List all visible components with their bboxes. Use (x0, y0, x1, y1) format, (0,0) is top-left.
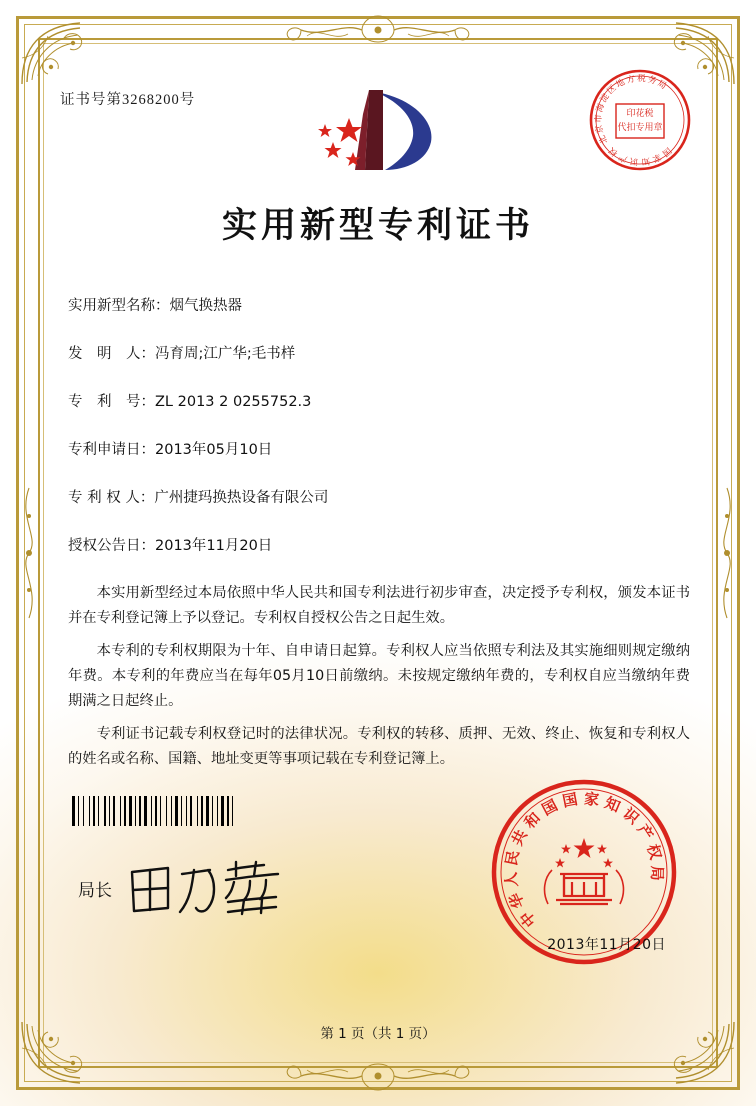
barcode-bar (153, 796, 154, 826)
barcode-bar (190, 796, 192, 826)
barcode-bar (166, 796, 167, 826)
barcode-bar (139, 796, 141, 826)
barcode-bar (155, 796, 157, 826)
svg-text:和: 和 (520, 808, 545, 833)
svg-text:民: 民 (502, 848, 523, 868)
legal-paragraph-3: 专利证书记载专利权登记时的法律状况。专利权的转移、质押、无效、终止、恢复和专利权人的姓名或名称、国籍、地址变更等事项记载在专利登记簿上。 (68, 726, 690, 767)
barcode-bar (96, 796, 97, 826)
barcode-bar (135, 796, 136, 826)
barcode-bar (181, 796, 182, 826)
barcode-bar (72, 796, 75, 826)
svg-text:国: 国 (560, 790, 580, 811)
field-value: ZL 2013 2 0255752.3 (155, 394, 312, 410)
bottom-center-flourish (253, 1058, 503, 1094)
barcode-bar (186, 796, 187, 826)
page-title: 实用新型专利证书 (221, 206, 534, 246)
field-label: 实用新型名称： (68, 298, 170, 314)
field-inventor (68, 342, 700, 363)
svg-text:中: 中 (516, 907, 540, 931)
barcode-bar (91, 796, 92, 826)
barcode-bar (210, 796, 211, 826)
barcode-bar (93, 796, 95, 826)
svg-text:代扣专用章: 代扣专用章 (617, 123, 663, 133)
barcode-bar (204, 796, 205, 826)
svg-text:国: 国 (538, 796, 561, 820)
svg-text:北: 北 (597, 133, 611, 146)
barcode-bar (137, 796, 138, 826)
barcode-bar (158, 796, 159, 826)
barcode-bar (80, 796, 82, 826)
barcode-bar (100, 796, 103, 826)
barcode-bar (144, 796, 147, 826)
svg-text:家: 家 (583, 789, 601, 810)
barcode-bar (232, 796, 233, 826)
svg-text:国: 国 (659, 144, 673, 158)
barcode-bar (188, 796, 189, 826)
field-label: 专 利 权 人： (68, 490, 155, 506)
barcode-bar (197, 796, 198, 826)
barcode-bar (142, 796, 143, 826)
barcode-bar (109, 796, 110, 826)
svg-text:市: 市 (593, 114, 605, 123)
field-value: 烟气换热器 (169, 298, 242, 314)
barcode-bar (217, 796, 218, 826)
barcode-bar (120, 796, 121, 826)
director-signature (124, 856, 294, 920)
sipo-logo (303, 84, 453, 180)
field-value: 2013年11月20日 (155, 538, 273, 554)
field-patent-number (68, 390, 700, 411)
field-list (68, 294, 700, 582)
barcode-bar (193, 796, 196, 826)
svg-text:识: 识 (629, 155, 640, 167)
svg-text:局: 局 (647, 865, 667, 881)
svg-text:务: 务 (646, 74, 658, 87)
top-center-flourish (253, 12, 503, 48)
svg-text:产: 产 (633, 821, 657, 844)
barcode-bar (124, 796, 126, 826)
field-patentee (68, 486, 700, 507)
field-label: 专 利 号： (68, 394, 155, 410)
stamp-duty-seal (586, 66, 694, 174)
svg-text:权: 权 (643, 842, 665, 862)
svg-text:淀: 淀 (598, 92, 612, 105)
legal-text (68, 581, 690, 780)
side-flourish-left (14, 478, 44, 628)
svg-text:区: 区 (605, 83, 619, 97)
barcode-bar (183, 796, 185, 826)
svg-text:共: 共 (508, 826, 532, 849)
barcode-bar (133, 796, 134, 826)
barcode-bar (168, 796, 170, 826)
barcode-bar (148, 796, 150, 826)
barcode-bar (89, 796, 90, 826)
barcode-bar (214, 796, 216, 826)
certificate-content (56, 56, 700, 1050)
barcode-bar (212, 796, 213, 826)
svg-text:华: 华 (505, 890, 529, 911)
barcode-bar (219, 796, 220, 826)
svg-text:税: 税 (637, 73, 646, 85)
svg-text:人: 人 (501, 871, 522, 889)
field-application-date (68, 438, 700, 459)
seal-date: 2013年11月20日 (547, 937, 666, 953)
barcode-bar (116, 796, 119, 826)
barcode-bar (199, 796, 200, 826)
legal-paragraph-1: 本实用新型经过本局依照中华人民共和国专利法进行初步审查，决定授予专利权，颁发本证书并在专利登记簿上予以登记。专利权自授权公告之日起生效。 (68, 585, 690, 626)
side-flourish-right (712, 478, 742, 628)
svg-text:识: 识 (619, 804, 643, 828)
svg-text:地: 地 (614, 77, 627, 91)
barcode-bar (104, 796, 106, 826)
field-value: 广州捷玛换热设备有限公司 (154, 490, 329, 506)
barcode-bar (225, 796, 226, 826)
barcode-bar (171, 796, 172, 826)
field-grant-announcement-date (68, 534, 700, 555)
barcode-bar (127, 796, 128, 826)
barcode-bar (201, 796, 203, 826)
field-label: 授权公告日： (68, 538, 155, 554)
page-footer: 第 1 页（共 1 页） (320, 1026, 436, 1042)
svg-text:海: 海 (594, 102, 607, 114)
barcode-bar (179, 796, 180, 826)
barcode-bar (234, 796, 236, 826)
field-utility-model-name (68, 294, 700, 315)
svg-text:方: 方 (625, 74, 637, 86)
field-label: 发 明 人： (68, 346, 155, 362)
signature-row (78, 856, 294, 920)
field-value: 2013年05月10日 (155, 442, 273, 458)
patent-barcode (72, 796, 260, 826)
barcode-bar (230, 796, 231, 826)
barcode-bar (221, 796, 224, 826)
barcode-bar (122, 796, 123, 826)
barcode-bar (173, 796, 174, 826)
signature-label: 局长 (78, 880, 112, 901)
barcode-bar (151, 796, 152, 826)
svg-text:产: 产 (617, 151, 630, 164)
legal-paragraph-2: 本专利的专利权期限为十年、自申请日起算。专利权人应当依照专利法及其实施细则规定缴纳年费。本专利的年费应当在每年05月10日前缴纳。未按规定缴纳年费的，专利权自应当缴纳年费期满之日起终止。 (68, 643, 690, 709)
svg-text:知: 知 (640, 155, 651, 167)
barcode-bar (113, 796, 115, 826)
barcode-bar (83, 796, 84, 826)
barcode-bar (76, 796, 77, 826)
svg-text:权: 权 (607, 144, 621, 158)
barcode-bar (85, 796, 88, 826)
svg-text:局: 局 (655, 78, 668, 92)
svg-text:知: 知 (602, 793, 623, 817)
barcode-bar (78, 796, 79, 826)
barcode-bar (206, 796, 209, 826)
svg-text:印花税: 印花税 (626, 109, 654, 119)
barcode-bar (111, 796, 112, 826)
barcode-bar (175, 796, 178, 826)
barcode-bar (227, 796, 229, 826)
svg-text:京: 京 (594, 123, 606, 135)
field-value: 冯育周;江广华;毛书样 (155, 346, 296, 362)
barcode-bar (107, 796, 108, 826)
barcode-bar (162, 796, 165, 826)
svg-text:家: 家 (650, 151, 663, 164)
barcode-bar (129, 796, 132, 826)
field-label: 专利申请日： (68, 442, 155, 458)
certificate-number: 证书号第3268200号 (60, 92, 196, 108)
barcode-bar (98, 796, 99, 826)
barcode-bar (160, 796, 161, 826)
